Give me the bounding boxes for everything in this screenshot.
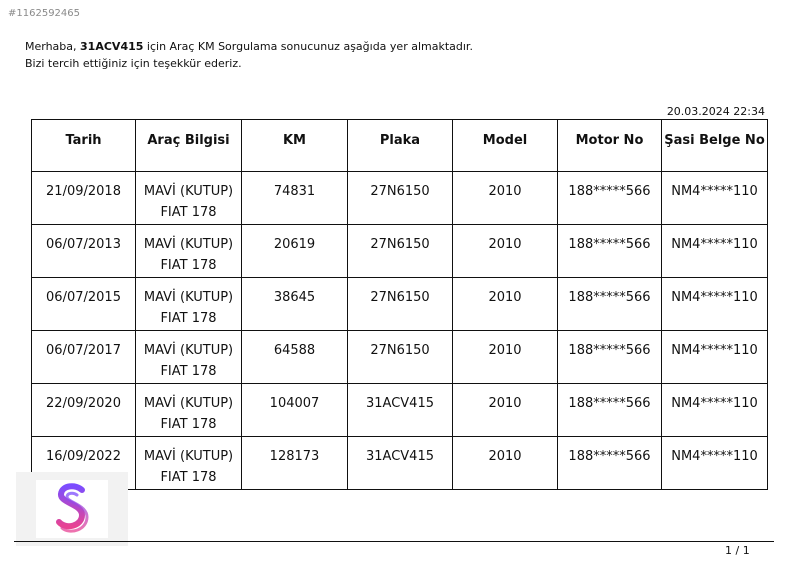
cell-km: 128173 [242,437,348,490]
table-row [32,331,768,384]
cell-plate: 31ACV415 [348,384,453,437]
cell-engine-no: 188*****566 [558,278,662,331]
cell-date: 06/07/2017 [32,331,136,384]
cell-engine-no: 188*****566 [558,331,662,384]
cell-model: 2010 [453,225,558,278]
table-row [32,172,768,225]
cell-model: 2010 [453,278,558,331]
cell-vehicle-info [136,384,242,437]
cell-date: 22/09/2020 [32,384,136,437]
table-row [32,437,768,490]
cell-engine-no: 188*****566 [558,437,662,490]
cell-vehicle-info [136,437,242,490]
cell-date: 06/07/2015 [32,278,136,331]
cell-vehicle: FIAT 178 [160,311,217,326]
cell-vehicle: FIAT 178 [160,470,217,485]
table-row [32,384,768,437]
cell-vehicle: FIAT 178 [160,258,217,273]
cell-color: MAVİ (KUTUP) [143,396,234,411]
header-engine-no: Motor No [558,120,662,172]
header-chassis-no: Şasi Belge No [662,120,768,172]
cell-chassis-no: NM4*****110 [662,331,768,384]
intro-greeting: Merhaba, [25,40,81,53]
intro-message-text: için Araç KM Sorgulama sonucunuz aşağıda yer almaktadır. [143,40,473,53]
report-datetime: 20.03.2024 22:34 [666,105,765,118]
listing-id: #1162592465 [8,8,81,19]
cell-color: MAVİ (KUTUP) [143,184,234,199]
table-row [32,278,768,331]
cell-vehicle-info [136,172,242,225]
header-vehicle-info: Araç Bilgisi [136,120,242,172]
cell-vehicle-info [136,225,242,278]
cell-color: MAVİ (KUTUP) [143,290,234,305]
cell-km: 74831 [242,172,348,225]
cell-vehicle-info [136,331,242,384]
cell-color: MAVİ (KUTUP) [143,237,234,252]
table-header-row [32,120,768,172]
brand-s-logo-icon [50,481,94,537]
cell-engine-no: 188*****566 [558,384,662,437]
cell-chassis-no: NM4*****110 [662,437,768,490]
cell-plate: 31ACV415 [348,437,453,490]
km-history-table [31,119,768,490]
header-date: Tarih [32,120,136,172]
cell-color: MAVİ (KUTUP) [143,343,234,358]
cell-date: 21/09/2018 [32,172,136,225]
cell-plate: 27N6150 [348,172,453,225]
cell-model: 2010 [453,172,558,225]
cell-plate: 27N6150 [348,331,453,384]
page-number: 1 / 1 [725,544,750,557]
header-plate: Plaka [348,120,453,172]
intro-plate: 31ACV415 [80,40,144,53]
cell-vehicle: FIAT 178 [160,364,217,379]
cell-chassis-no: NM4*****110 [662,278,768,331]
cell-km: 64588 [242,331,348,384]
cell-km: 20619 [242,225,348,278]
cell-vehicle: FIAT 178 [160,417,217,432]
cell-vehicle: FIAT 178 [160,205,217,220]
cell-chassis-no: NM4*****110 [662,225,768,278]
footer-divider [14,541,774,542]
cell-km: 38645 [242,278,348,331]
cell-color: MAVİ (KUTUP) [143,449,234,464]
intro-message [25,38,473,72]
intro-thanks: Bizi tercih ettiğiniz için teşekkür ederiz. [25,57,242,70]
header-model: Model [453,120,558,172]
cell-engine-no: 188*****566 [558,225,662,278]
table-row [32,225,768,278]
cell-model: 2010 [453,437,558,490]
cell-date: 06/07/2013 [32,225,136,278]
intro-line-1 [25,38,473,55]
cell-model: 2010 [453,331,558,384]
cell-plate: 27N6150 [348,225,453,278]
cell-plate: 27N6150 [348,278,453,331]
cell-date: 16/09/2022 [32,437,136,490]
cell-chassis-no: NM4*****110 [662,384,768,437]
cell-engine-no: 188*****566 [558,172,662,225]
cell-km: 104007 [242,384,348,437]
cell-chassis-no: NM4*****110 [662,172,768,225]
cell-vehicle-info [136,278,242,331]
cell-model: 2010 [453,384,558,437]
header-km: KM [242,120,348,172]
